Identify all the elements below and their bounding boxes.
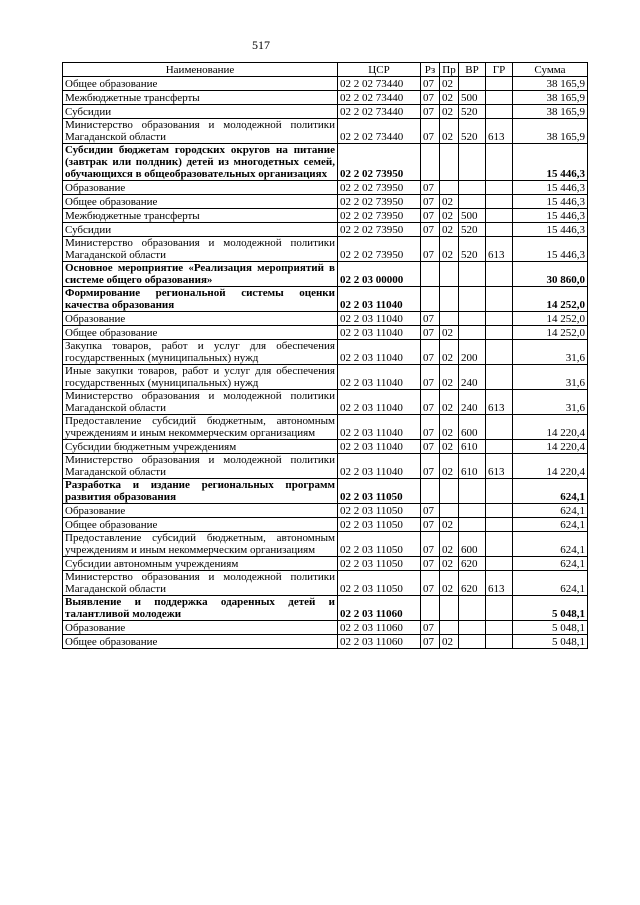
cell-sum: 38 165,9 [513, 119, 588, 144]
cell-csr: 02 2 03 11060 [338, 621, 421, 635]
cell-gr [486, 223, 513, 237]
cell-pr: 02 [440, 390, 459, 415]
cell-name: Министерство образования и молодежной политики Магаданской области [63, 237, 338, 262]
cell-csr: 02 2 03 11060 [338, 596, 421, 621]
header-vr: ВР [459, 63, 486, 77]
cell-name: Общее образование [63, 326, 338, 340]
cell-csr: 02 2 02 73440 [338, 91, 421, 105]
cell-csr: 02 2 02 73950 [338, 209, 421, 223]
cell-sum: 14 252,0 [513, 287, 588, 312]
table-row [63, 312, 588, 326]
table-row [63, 596, 588, 621]
cell-sum: 14 252,0 [513, 312, 588, 326]
cell-rz: 07 [421, 91, 440, 105]
cell-gr [486, 479, 513, 504]
table-row [63, 454, 588, 479]
cell-sum: 5 048,1 [513, 635, 588, 649]
cell-sum: 30 860,0 [513, 262, 588, 287]
table-row [63, 557, 588, 571]
cell-pr: 02 [440, 454, 459, 479]
cell-gr [486, 312, 513, 326]
cell-rz: 07 [421, 105, 440, 119]
cell-vr [459, 77, 486, 91]
cell-sum: 15 446,3 [513, 223, 588, 237]
cell-csr: 02 2 02 73950 [338, 181, 421, 195]
cell-csr: 02 2 03 11060 [338, 635, 421, 649]
cell-sum: 15 446,3 [513, 209, 588, 223]
cell-vr [459, 596, 486, 621]
cell-vr: 240 [459, 390, 486, 415]
table-row [63, 365, 588, 390]
cell-pr [440, 479, 459, 504]
cell-name: Основное мероприятие «Реализация мероприятий в системе общего образования» [63, 262, 338, 287]
cell-vr [459, 621, 486, 635]
table-row [63, 571, 588, 596]
cell-rz: 07 [421, 340, 440, 365]
budget-table [62, 62, 588, 649]
cell-pr [440, 181, 459, 195]
table-row [63, 144, 588, 181]
cell-name: Образование [63, 621, 338, 635]
cell-csr: 02 2 02 73950 [338, 195, 421, 209]
cell-rz: 07 [421, 415, 440, 440]
cell-name: Субсидии бюджетным учреждениям [63, 440, 338, 454]
cell-sum: 38 165,9 [513, 105, 588, 119]
cell-vr [459, 312, 486, 326]
cell-csr: 02 2 03 11040 [338, 312, 421, 326]
cell-pr: 02 [440, 77, 459, 91]
cell-name: Субсидии [63, 105, 338, 119]
cell-vr: 610 [459, 440, 486, 454]
cell-vr: 620 [459, 571, 486, 596]
cell-vr [459, 635, 486, 649]
cell-sum: 14 220,4 [513, 440, 588, 454]
cell-sum: 38 165,9 [513, 91, 588, 105]
cell-rz: 07 [421, 312, 440, 326]
cell-name: Общее образование [63, 518, 338, 532]
cell-gr [486, 262, 513, 287]
table-row [63, 635, 588, 649]
cell-csr: 02 2 03 11050 [338, 518, 421, 532]
cell-pr [440, 144, 459, 181]
cell-rz: 07 [421, 237, 440, 262]
cell-csr: 02 2 03 11040 [338, 326, 421, 340]
cell-vr: 520 [459, 237, 486, 262]
cell-gr [486, 532, 513, 557]
cell-rz: 07 [421, 209, 440, 223]
cell-pr: 02 [440, 518, 459, 532]
cell-name: Министерство образования и молодежной политики Магаданской области [63, 390, 338, 415]
table-row [63, 223, 588, 237]
cell-csr: 02 2 03 11040 [338, 287, 421, 312]
cell-rz: 07 [421, 571, 440, 596]
cell-gr [486, 181, 513, 195]
cell-csr: 02 2 03 00000 [338, 262, 421, 287]
cell-csr: 02 2 03 11050 [338, 532, 421, 557]
cell-name: Субсидии бюджетам городских округов на питание (завтрак или полдник) детей из многодетных семей, обучающихся в общеобразовательных организациях [63, 144, 338, 181]
cell-vr: 610 [459, 454, 486, 479]
cell-rz [421, 596, 440, 621]
cell-sum: 624,1 [513, 557, 588, 571]
cell-rz: 07 [421, 504, 440, 518]
cell-csr: 02 2 03 11040 [338, 365, 421, 390]
cell-gr [486, 440, 513, 454]
cell-vr: 620 [459, 557, 486, 571]
cell-name: Предоставление субсидий бюджетным, автономным учреждениям и иным некоммерческим организациям [63, 532, 338, 557]
cell-gr: 613 [486, 571, 513, 596]
cell-gr [486, 635, 513, 649]
cell-rz: 07 [421, 223, 440, 237]
cell-gr [486, 77, 513, 91]
cell-name: Министерство образования и молодежной политики Магаданской области [63, 571, 338, 596]
cell-pr: 02 [440, 635, 459, 649]
table-row [63, 181, 588, 195]
cell-vr: 200 [459, 340, 486, 365]
cell-vr: 600 [459, 415, 486, 440]
cell-rz [421, 287, 440, 312]
table-row [63, 479, 588, 504]
cell-name: Министерство образования и молодежной политики Магаданской области [63, 119, 338, 144]
cell-name: Предоставление субсидий бюджетным, автономным учреждениям и иным некоммерческим организациям [63, 415, 338, 440]
cell-rz: 07 [421, 119, 440, 144]
page-number: 517 [252, 38, 270, 52]
cell-name: Закупка товаров, работ и услуг для обеспечения государственных (муниципальных) нужд [63, 340, 338, 365]
cell-name: Общее образование [63, 77, 338, 91]
table-row [63, 532, 588, 557]
header-sum: Сумма [513, 63, 588, 77]
cell-rz: 07 [421, 440, 440, 454]
cell-csr: 02 2 02 73950 [338, 223, 421, 237]
cell-name: Образование [63, 181, 338, 195]
cell-rz: 07 [421, 390, 440, 415]
table-row [63, 326, 588, 340]
cell-rz: 07 [421, 195, 440, 209]
cell-csr: 02 2 03 11040 [338, 390, 421, 415]
cell-vr [459, 181, 486, 195]
cell-pr: 02 [440, 440, 459, 454]
cell-rz [421, 144, 440, 181]
cell-vr [459, 287, 486, 312]
cell-pr: 02 [440, 91, 459, 105]
table-row [63, 119, 588, 144]
cell-sum: 38 165,9 [513, 77, 588, 91]
table-row [63, 105, 588, 119]
cell-gr [486, 621, 513, 635]
cell-gr [486, 415, 513, 440]
table-header-row [63, 63, 588, 77]
cell-rz: 07 [421, 454, 440, 479]
cell-pr: 02 [440, 415, 459, 440]
cell-sum: 15 446,3 [513, 237, 588, 262]
cell-csr: 02 2 03 11040 [338, 440, 421, 454]
cell-csr: 02 2 02 73950 [338, 144, 421, 181]
table-row [63, 518, 588, 532]
cell-pr [440, 621, 459, 635]
cell-csr: 02 2 02 73440 [338, 77, 421, 91]
header-gr: ГР [486, 63, 513, 77]
cell-pr: 02 [440, 340, 459, 365]
table-row [63, 237, 588, 262]
cell-pr: 02 [440, 571, 459, 596]
cell-name: Межбюджетные трансферты [63, 91, 338, 105]
cell-csr: 02 2 02 73950 [338, 237, 421, 262]
table-row [63, 77, 588, 91]
cell-pr: 02 [440, 105, 459, 119]
table-row [63, 621, 588, 635]
cell-rz: 07 [421, 365, 440, 390]
cell-rz: 07 [421, 326, 440, 340]
cell-sum: 15 446,3 [513, 181, 588, 195]
cell-rz: 07 [421, 557, 440, 571]
cell-sum: 15 446,3 [513, 195, 588, 209]
table-row [63, 262, 588, 287]
cell-vr [459, 518, 486, 532]
cell-sum: 624,1 [513, 504, 588, 518]
cell-pr: 02 [440, 237, 459, 262]
cell-name: Субсидии автономным учреждениям [63, 557, 338, 571]
cell-sum: 31,6 [513, 340, 588, 365]
header-csr: ЦСР [338, 63, 421, 77]
cell-sum: 31,6 [513, 390, 588, 415]
cell-pr: 02 [440, 223, 459, 237]
cell-name: Выявление и поддержка одаренных детей и талантливой молодежи [63, 596, 338, 621]
table-row [63, 390, 588, 415]
cell-name: Межбюджетные трансферты [63, 209, 338, 223]
cell-rz: 07 [421, 621, 440, 635]
cell-sum: 14 220,4 [513, 415, 588, 440]
cell-gr [486, 91, 513, 105]
cell-vr: 520 [459, 105, 486, 119]
cell-sum: 624,1 [513, 518, 588, 532]
cell-csr: 02 2 03 11050 [338, 557, 421, 571]
cell-csr: 02 2 03 11040 [338, 454, 421, 479]
cell-pr: 02 [440, 557, 459, 571]
cell-pr: 02 [440, 195, 459, 209]
table-row [63, 287, 588, 312]
cell-name: Образование [63, 312, 338, 326]
cell-gr: 613 [486, 237, 513, 262]
cell-gr [486, 287, 513, 312]
cell-gr [486, 209, 513, 223]
cell-name: Общее образование [63, 635, 338, 649]
cell-sum: 14 252,0 [513, 326, 588, 340]
cell-rz [421, 262, 440, 287]
cell-rz: 07 [421, 532, 440, 557]
cell-gr [486, 596, 513, 621]
cell-vr [459, 479, 486, 504]
header-name: Наименование [63, 63, 338, 77]
cell-csr: 02 2 02 73440 [338, 105, 421, 119]
table-row [63, 440, 588, 454]
cell-vr [459, 326, 486, 340]
cell-name: Образование [63, 504, 338, 518]
cell-rz: 07 [421, 77, 440, 91]
cell-rz: 07 [421, 181, 440, 195]
cell-pr: 02 [440, 119, 459, 144]
cell-vr [459, 262, 486, 287]
table-row [63, 340, 588, 365]
cell-name: Министерство образования и молодежной политики Магаданской области [63, 454, 338, 479]
cell-csr: 02 2 03 11050 [338, 479, 421, 504]
cell-csr: 02 2 02 73440 [338, 119, 421, 144]
table-row [63, 91, 588, 105]
cell-sum: 5 048,1 [513, 596, 588, 621]
cell-name: Субсидии [63, 223, 338, 237]
cell-gr: 613 [486, 119, 513, 144]
cell-pr [440, 312, 459, 326]
cell-pr: 02 [440, 326, 459, 340]
cell-gr [486, 518, 513, 532]
cell-vr [459, 195, 486, 209]
cell-csr: 02 2 03 11040 [338, 340, 421, 365]
cell-sum: 624,1 [513, 571, 588, 596]
header-rz: Рз [421, 63, 440, 77]
cell-vr: 500 [459, 91, 486, 105]
cell-rz: 07 [421, 635, 440, 649]
cell-gr [486, 557, 513, 571]
cell-name: Иные закупки товаров, работ и услуг для обеспечения государственных (муниципальных) нужд [63, 365, 338, 390]
cell-name: Общее образование [63, 195, 338, 209]
cell-sum: 624,1 [513, 532, 588, 557]
cell-name: Формирование региональной системы оценки качества образования [63, 287, 338, 312]
cell-pr: 02 [440, 532, 459, 557]
cell-pr [440, 596, 459, 621]
cell-gr [486, 195, 513, 209]
cell-pr: 02 [440, 209, 459, 223]
table-row [63, 415, 588, 440]
cell-vr: 520 [459, 119, 486, 144]
cell-vr: 240 [459, 365, 486, 390]
cell-pr [440, 262, 459, 287]
cell-vr [459, 504, 486, 518]
cell-gr [486, 105, 513, 119]
cell-sum: 5 048,1 [513, 621, 588, 635]
cell-vr: 520 [459, 223, 486, 237]
cell-gr: 613 [486, 454, 513, 479]
cell-sum: 624,1 [513, 479, 588, 504]
cell-rz: 07 [421, 518, 440, 532]
table-row [63, 209, 588, 223]
cell-csr: 02 2 03 11040 [338, 415, 421, 440]
cell-gr [486, 365, 513, 390]
cell-vr: 600 [459, 532, 486, 557]
table-row [63, 195, 588, 209]
cell-name: Разработка и издание региональных программ развития образования [63, 479, 338, 504]
cell-pr: 02 [440, 365, 459, 390]
cell-gr [486, 144, 513, 181]
header-pr: Пр [440, 63, 459, 77]
table-body [63, 77, 588, 649]
cell-pr [440, 287, 459, 312]
cell-vr [459, 144, 486, 181]
cell-rz [421, 479, 440, 504]
table-row [63, 504, 588, 518]
cell-pr [440, 504, 459, 518]
cell-csr: 02 2 03 11050 [338, 504, 421, 518]
cell-sum: 14 220,4 [513, 454, 588, 479]
cell-gr [486, 340, 513, 365]
cell-gr [486, 326, 513, 340]
cell-sum: 15 446,3 [513, 144, 588, 181]
cell-vr: 500 [459, 209, 486, 223]
cell-gr [486, 504, 513, 518]
cell-sum: 31,6 [513, 365, 588, 390]
cell-gr: 613 [486, 390, 513, 415]
cell-csr: 02 2 03 11050 [338, 571, 421, 596]
